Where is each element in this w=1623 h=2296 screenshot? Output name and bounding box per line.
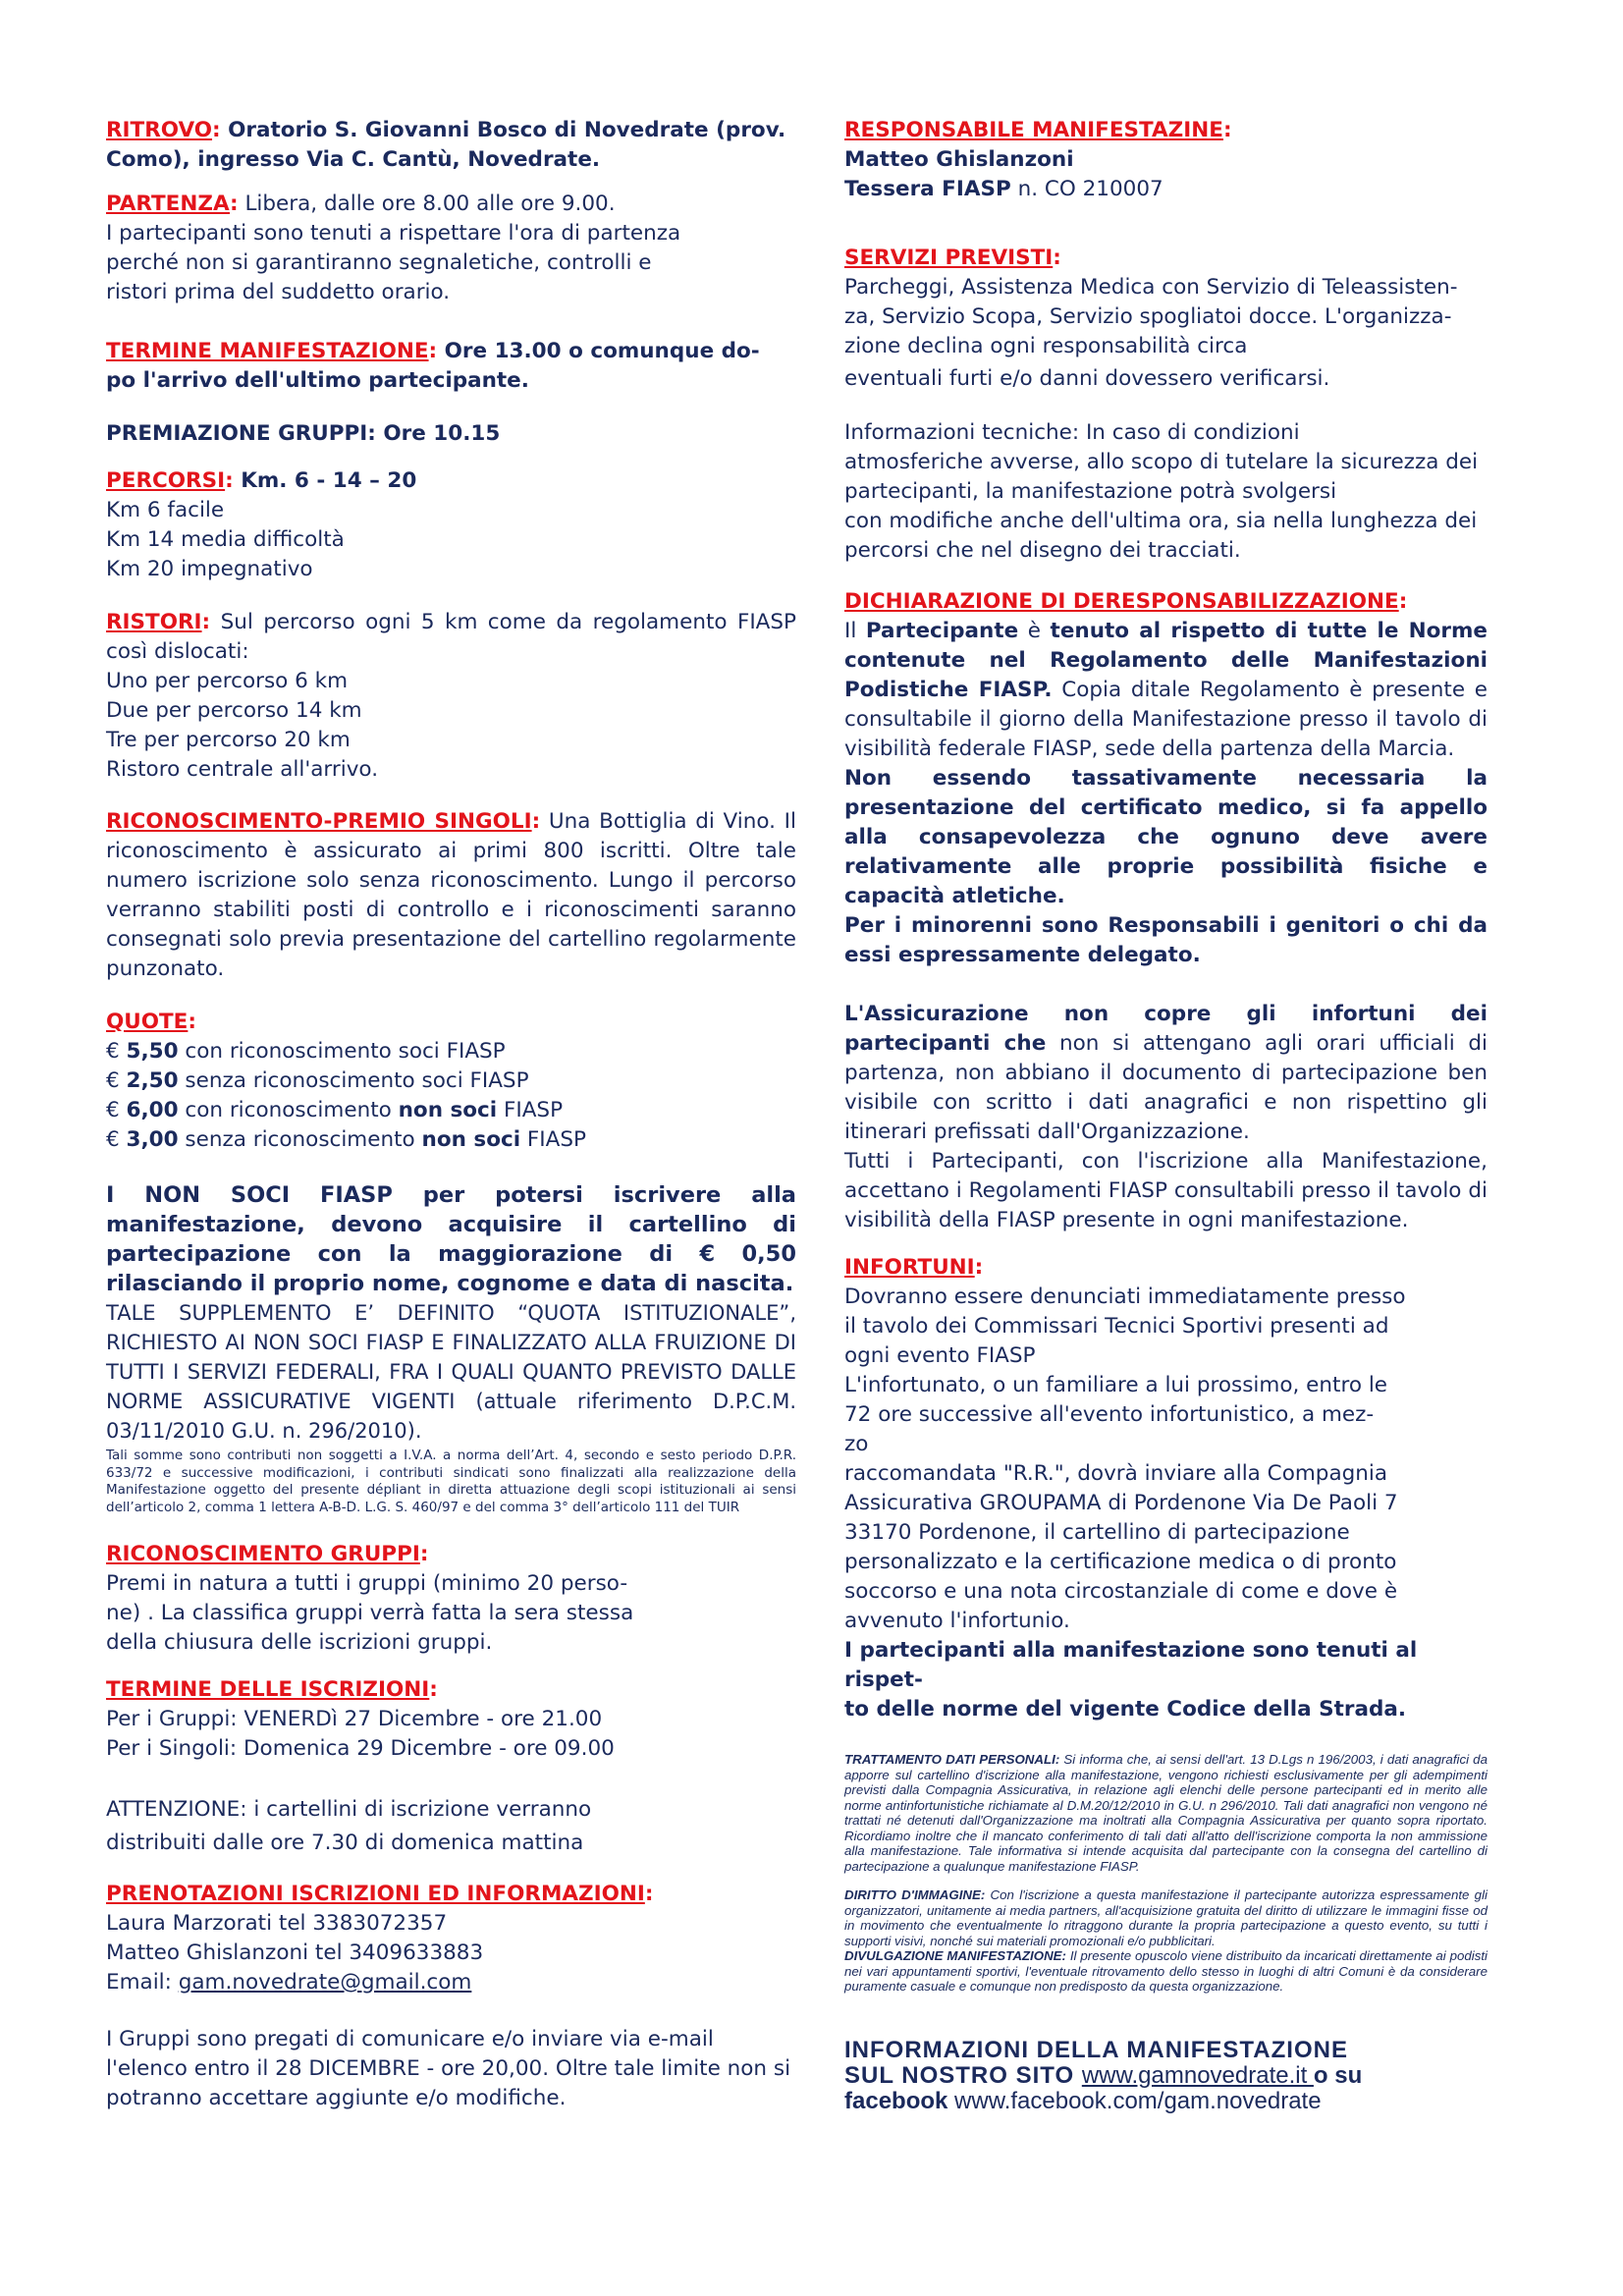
percorso-item: Km 20 impegnativo	[106, 557, 313, 581]
privacy-notice: TRATTAMENTO DATI PERSONALI: Si informa che, ai sensi dell'art. 13 D.Lgs n 196/2003, i dati anagrafici da apporre sul cartellino d'iscrizione alla manifestazione, vengono richiesti esclusivamente per gli adempimenti previsti dalla Compagnia Assicurativa, in relazione agli elenchi delle persone partecipanti ed in merito alle norme antinfortunistiche richiamate al D.M.20/12/2010 in G.U. n 296/2010. Tali dati anagrafici non vengono né trattati né detenuti dall'Organizzazione ma inoltrati alla Compagnia Assicurativa per quanto sopra riportato. Ricordiamo inoltre che il mancato conferimento di tali dati all'atto dell'iscrizione comporta la non ammissione alla manifestazione. Tale informativa si intende acquisita dal partecipante con la consegna del cartellino di partecipazione a qualunque manifestazione FIASP.	[844, 1752, 1488, 1874]
gruppi-label: RICONOSCIMENTO GRUPPI	[106, 1542, 420, 1566]
facebook-link[interactable]: www.facebook.com/gam.novedrate	[954, 2087, 1322, 2114]
servizi-label: SERVIZI PREVISTI	[844, 246, 1054, 270]
riconoscimento-section: RICONOSCIMENTO-PREMIO SINGOLI: Una Bottiglia di Vino. Il riconoscimento è assicurato ai primi 800 iscritti. Oltre tale numero iscrizione solo senza riconoscimento. Lungo il percorso verranno stabiliti posti di controllo e i riconoscimenti saranno consegnati solo previa presentazione del cartellino regolarmente punzonato.	[106, 809, 796, 981]
quota-item: € 3,00 senza riconoscimento non soci FIASP	[106, 1127, 586, 1152]
partenza-text: Libera, dalle ore 8.00 alle ore 9.00.	[238, 191, 616, 216]
ritrovo-label: RITROVO	[106, 118, 213, 142]
dichiarazione-section: DICHIARAZIONE DI DERESPONSABILIZZAZIONE: Il Partecipante è tenuto al rispetto di tutte le Norme contenute nel Regolamento delle Manifestazioni Podistiche FIASP. Copia ditale Regolamento è presente e consultabile il giorno della Manifestazione presso il tavolo di visibilità federale FIASP, sede della partenza della Marcia. Non essendo tassativamente necessaria la presentazione del certificato medico, si fa appello alla consapevolezza che ognuno deve avere relativamente alle proprie possibilità fisiche e capacità atletiche. Per i minorenni sono Responsabili i genitori o chi da essi espressamente delegato.	[844, 589, 1488, 967]
riconoscimento-label: RICONOSCIMENTO-PREMIO SINGOLI	[106, 809, 532, 834]
quota-istituzionale: TALE SUPPLEMENTO E’ DEFINITO “QUOTA ISTITUZIONALE”, RICHIESTO AI NON SOCI FIASP E FINALIZZATO ALLA FRUIZIONE DI TUTTI I SERVIZI FEDERALI, FRA I QUALI QUANTO PREVISTO DALLE NORME ASSICURATIVE VIGENTI (attuale riferimento D.P.C.M. 03/11/2010 G.U. n. 296/2010).	[106, 1301, 796, 1443]
partenza-line: perché non si garantiranno segnaletiche, controlli e	[106, 250, 652, 275]
left-column	[106, 116, 796, 2113]
gruppi-section: RICONOSCIMENTO GRUPPI: Premi in natura a tutti i gruppi (minimo 20 perso- ne) . La classifica gruppi verrà fatta la sera stessa della chiusura delle iscrizioni gruppi.	[106, 1542, 634, 1655]
percorso-item: Km 14 media difficoltà	[106, 527, 345, 552]
quota-item: € 2,50 senza riconoscimento soci FIASP	[106, 1068, 529, 1093]
ristoro-item: Ristoro centrale all'arrivo.	[106, 757, 379, 782]
tecniche-section: Informazioni tecniche: In caso di condizioni atmosferiche avverse, allo scopo di tutelare la sicurezza dei partecipanti, la manifestazione potrà svolgersi con modifiche anche dell'ultima ora, sia nella lunghezza dei percorsi che nel disegno dei tracciati.	[844, 420, 1479, 563]
ristoro-item: Due per percorso 14 km	[106, 698, 362, 723]
diritto-immagine: DIRITTO D'IMMAGINE: Con l'iscrizione a questa manifestazione il partecipante autorizza espressamente gli organizzatori, unitamente ai media partners, all'acquisizione gratuita del diritto di utilizzare le immagini fisse od in movimento che eventualmente lo ritraggono durante la propria partecipazione a questo evento, su tutti i supporti visivi, nonché sui materiali promozionali e/o pubblicitari.	[844, 1887, 1488, 1948]
quota-item: € 5,50 con riconoscimento soci FIASP	[106, 1039, 506, 1064]
servizi-section: SERVIZI PREVISTI: Parcheggi, Assistenza Medica con Servizio di Teleassisten- za, Servizio Scopa, Servizio spogliatoi docce. L'organizza- zione declina ogni responsabilità circa eventuali furti e/o danni dovessero verificarsi.	[844, 246, 1458, 391]
iva-note: Tali somme sono contributi non soggetti a I.V.A. a norma dell’Art. 4, secondo e sesto periodo D.P.R. 633/72 e successive modificazioni, i contributi sindicati sono finalizzati alla realizzazione della Manifestazione oggetto del presente dépliant in diretta attuazione degli scopi istituzionali ai sensi dell’articolo 2, comma 1 lettera A-B-D. L.G. S. 460/97 e del comma 3° dell’articolo 111 del TUIR	[106, 1448, 796, 1515]
termine-label: TERMINE MANIFESTAZIONE	[106, 339, 429, 363]
email-link[interactable]: gam.novedrate@gmail.com	[178, 1970, 472, 1995]
partenza-section: PARTENZA: Libera, dalle ore 8.00 alle ore 9.00. I partecipanti sono tenuti a rispettare l'ora di partenza perché non si garantiranno segnaletiche, controlli e ristori prima del suddetto orario.	[106, 190, 796, 307]
partenza-line: I partecipanti sono tenuti a rispettare l'ora di partenza	[106, 221, 681, 246]
assicurazione-section: L'Assicurazione non copre gli infortuni dei partecipanti che non si attengano agli orari ufficiali di partenza, non abbiano il documento di partecipazione ben visibile con scritto i dati anagrafici e non rispettino gli itinerari prefissati dall'Organizzazione. Tutti i Partecipanti, con l'iscrizione alla Manifestazione, accettano i Regolamenti FIASP consultabili presso il tavolo di visibilità della FIASP presente in ogni manifestazione.	[844, 1002, 1488, 1232]
prenotazioni-section: PRENOTAZIONI ISCRIZIONI ED INFORMAZIONI: Laura Marzorati tel 3383072357 Matteo Ghislanzoni tel 3409633883 Email: gam.novedrate@gmail.com	[106, 1880, 796, 1997]
site-link[interactable]: www.gamnovedrate.it	[1081, 2061, 1314, 2089]
percorsi-label: PERCORSI	[106, 468, 226, 493]
percorsi-section: PERCORSI: Km. 6 - 14 – 20 Km 6 facile Km 14 media difficoltà Km 20 impegnativo	[106, 466, 796, 584]
gruppi-note: I Gruppi sono pregati di comunicare e/o inviare via e-mail l'elenco entro il 28 DICEMBRE - ore 20,00. Oltre tale limite non si potranno accettare aggiunte e/o modifiche.	[106, 2027, 791, 2110]
footer-info: INFORMAZIONI DELLA MANIFESTAZIONE SUL NOSTRO SITO www.gamnovedrate.it o su facebook www.facebook.com/gam.novedrate	[844, 2036, 1363, 2114]
dichiarazione-label: DICHIARAZIONE DI DERESPONSABILIZZAZIONE	[844, 589, 1399, 614]
contact-line: Laura Marzorati tel 3383072357	[106, 1911, 448, 1936]
ristoro-item: Tre per percorso 20 km	[106, 728, 351, 752]
premiazione-gruppi: PREMIAZIONE GRUPPI: Ore 10.15	[106, 421, 501, 446]
responsabile-label: RESPONSABILE MANIFESTAZINE	[844, 118, 1223, 142]
termine-section: TERMINE MANIFESTAZIONE: Ore 13.00 o comunque do- po l'arrivo dell'ultimo partecipante.	[106, 339, 760, 393]
partenza-line: ristori prima del suddetto orario.	[106, 280, 451, 304]
ristori-label: RISTORI	[106, 610, 202, 634]
attenzione-section: ATTENZIONE: i cartellini di iscrizione verranno distribuiti dalle ore 7.30 di domenica mattina	[106, 1797, 592, 1855]
percorso-item: Km 6 facile	[106, 498, 225, 522]
email-line: Email: gam.novedrate@gmail.com	[106, 1970, 472, 1995]
ritrovo-section: RITROVO: Oratorio S. Giovanni Bosco di Novedrate (prov. Como), ingresso Via C. Cantù, Novedrate.	[106, 118, 786, 172]
quote-label: QUOTE	[106, 1010, 189, 1034]
infortuni-label: INFORTUNI	[844, 1255, 975, 1280]
nonsoci-section	[106, 1180, 796, 1516]
quote-section: QUOTE: € 5,50 con riconoscimento soci FIASP € 2,50 senza riconoscimento soci FIASP € 6,00 con riconoscimento non soci FIASP € 3,00 senza riconoscimento non soci FIASP	[106, 1008, 796, 1155]
ristoro-item: Uno per percorso 6 km	[106, 669, 349, 693]
iscrizioni-section: TERMINE DELLE ISCRIZIONI: Per i Gruppi: VENERDì 27 Dicembre - ore 21.00 Per i Singoli: Domenica 29 Dicembre - ore 09.00	[106, 1677, 615, 1761]
nonsoci-notice: I NON SOCI FIASP per potersi iscrivere alla manifestazione, devono acquisire il cartellino di partecipazione con la maggiorazione di € 0,50 rilasciando il proprio nome, cognome e data di nascita.	[106, 1182, 796, 1296]
ristori-section: RISTORI: Sul percorso ogni 5 km come da regolamento FIASP così dislocati: Uno per percorso 6 km Due per percorso 14 km Tre per percorso 20 km Ristoro centrale all'arrivo.	[106, 608, 796, 785]
quota-item: € 6,00 con riconoscimento non soci FIASP	[106, 1098, 564, 1122]
partenza-label: PARTENZA	[106, 191, 230, 216]
divulgazione: DIVULGAZIONE MANIFESTAZIONE: Il presente opuscolo viene distribuito da incaricati direttamente ai podisti nei vari appuntamenti sportivi, l'eventuale ritrovamento dello stesso in luoghi di altri Comuni è da considerare puramente casuale e comunque non predisposto da questa organizzazione.	[844, 1948, 1488, 1994]
ritrovo-text: Oratorio S. Giovanni Bosco di Novedrate (prov. Como), ingresso Via C. Cantù, Novedrate.	[106, 118, 786, 172]
infortuni-section: INFORTUNI: Dovranno essere denunciati immediatamente presso il tavolo dei Commissari Tecnici Sportivi presenti ad ogni evento FIASP L'infortunato, o un familiare a lui prossimo, entro le 72 ore successive all'evento infortunistico, a mez- zo raccomandata "R.R.", dovrà inviare alla Compagnia Assicurativa GROUPAMA di Pordenone Via De Paoli 7 33170 Pordenone, il cartellino di partecipazione personalizzato e la certificazione medica o di pronto soccorso e una nota circostanziale di come e dove è avvenuto l'infortunio. I partecipanti alla manifestazione sono tenuti al rispet- to delle norme del vigente Codice della Strada.	[844, 1255, 1418, 1722]
responsabile-name: Matteo Ghislanzoni	[844, 147, 1074, 172]
prenotazioni-label: PRENOTAZIONI ISCRIZIONI ED INFORMAZIONI	[106, 1882, 645, 1906]
responsabile-section: RESPONSABILE MANIFESTAZINE: Matteo Ghislanzoni Tessera FIASP n. CO 210007	[844, 116, 1488, 204]
right-column	[844, 116, 1488, 2114]
contact-line: Matteo Ghislanzoni tel 3409633883	[106, 1941, 484, 1965]
iscrizioni-label: TERMINE DELLE ISCRIZIONI	[106, 1677, 430, 1702]
